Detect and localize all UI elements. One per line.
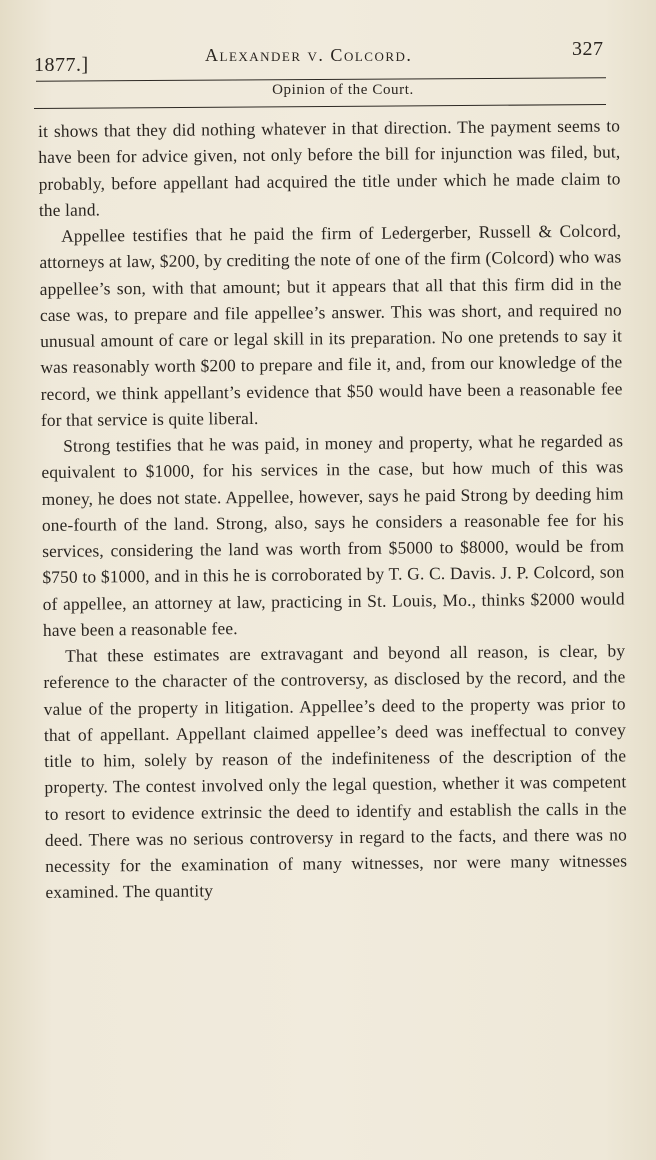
header-rule-bottom <box>34 104 606 109</box>
paragraph-appellee-fees: Appellee testifies that he paid the firm of Ledergerber, Russell & Colcord, attorneys at law, $200, by crediting the note of one of the firm (Colcord) who was appellee’s son, with that amount; but it appears that all that this firm did in the case was, to prepare and file appellee’s answer. This was short, and required no unusual amount of care or legal skill in its preparation. No one pretends to say it was reasonably worth $200 to prepare and file it, and, from our knowledge of the record, we think appellant’s evidence that $50 would have been a reasonable fee for that service is quite liberal. <box>39 220 623 430</box>
page-year: 1877.] <box>34 54 89 76</box>
section-label: Opinion of the Court. <box>272 82 414 98</box>
page-number: 327 <box>572 38 604 60</box>
running-head <box>0 38 656 78</box>
body-text <box>38 112 628 905</box>
paragraph-estimates: That these estimates are extravagant and beyond all reason, is clear, by reference to the character of the controversy, as disclosed by the record, and the value of the property in litigation. Appellee’s deed to the property was prior to that of appellant. Appellant claimed appellee’s deed was ineffectual to convey title to him, solely by reason of the indefiniteness of the description of the property. The contest involved only the legal question, whether it was competent to resort to evidence extrinsic the deed to identify and establish the calls in the deed. There was no serious controversy in regard to the facts, and there was no necessity for the examination of many witnesses, nor were many witnesses examined. The quantity <box>43 640 628 903</box>
paragraph-strong-testimony: Strong testifies that he was paid, in money and property, what he regarded as equivalent to $1000, for his services in the case, but how much of this was money, he does not state. Appellee, however, says he paid Strong by deeding him one-fourth of the land. Strong, also, says he considers a reasonable fee for his services, considering the land was worth from $5000 to $8000, would be from $750 to $1000, and in this he is corroborated by T. G. C. Davis. J. P. Colcord, son of appellee, an attorney at law, practicing in St. Louis, Mo., thinks $2000 would have been a reasonable fee. <box>41 430 625 640</box>
paragraph-continuation: it shows that they did nothing whatever in that direction. The payment seems to have been for advice given, not only before the bill for injunction was filed, but, probably, before appellant had acquired the title under which he made claim to the land. <box>38 115 621 220</box>
page-title: Alexander v. Colcord. <box>205 45 413 65</box>
